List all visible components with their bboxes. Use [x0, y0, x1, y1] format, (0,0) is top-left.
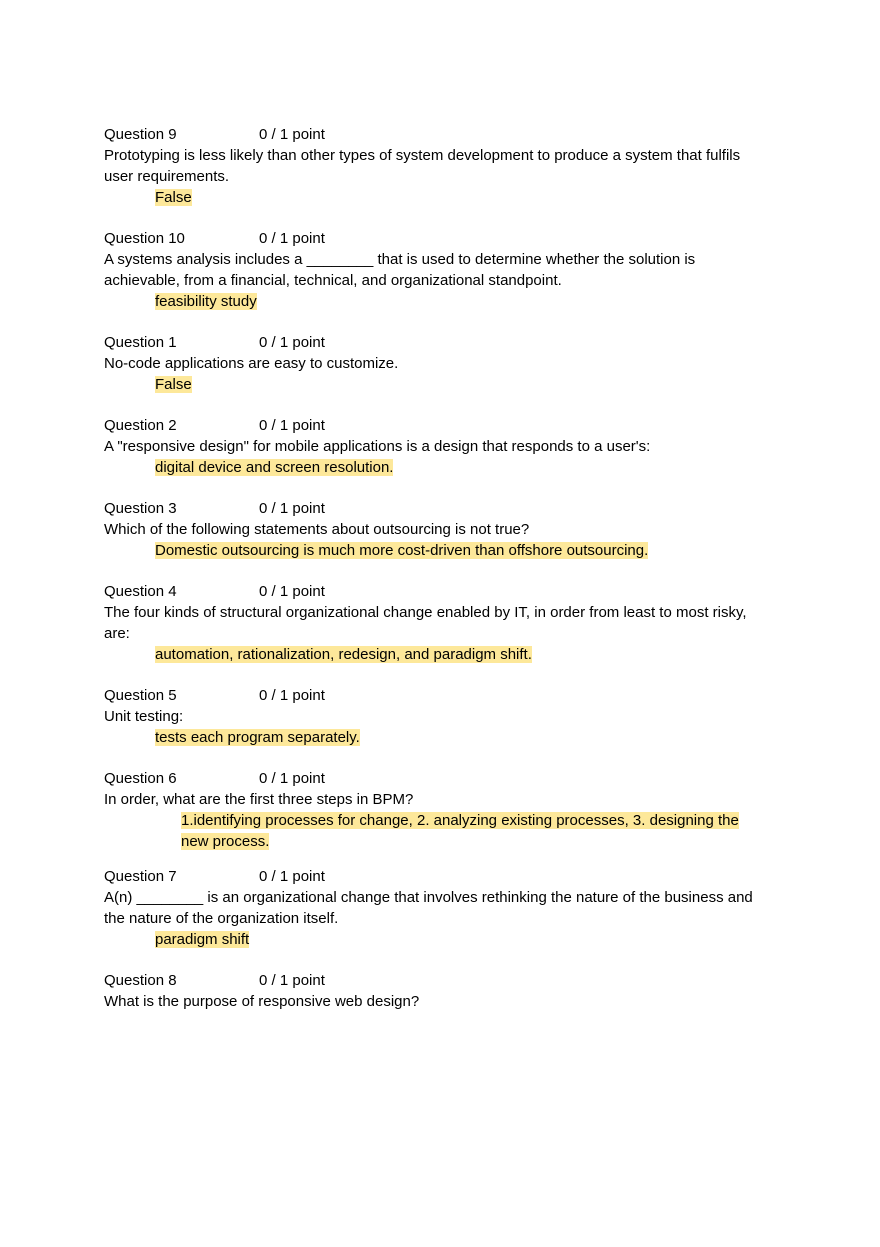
question-text: A(n) ________ is an organizational change that involves rethinking the nature of the business and the nature of the organization itself. — [104, 889, 753, 927]
question-number: Question 1 — [104, 334, 177, 351]
question-header — [104, 332, 770, 353]
question-score: 0 / 1 point — [259, 972, 325, 989]
question-header — [104, 228, 770, 249]
question-number: Question 10 — [104, 230, 185, 247]
question-header — [104, 866, 770, 887]
highlighted-answer: feasibility study — [155, 293, 257, 310]
question-header — [104, 498, 770, 519]
question-number: Question 7 — [104, 868, 177, 885]
question-score: 0 / 1 point — [259, 770, 325, 787]
highlighted-answer: Domestic outsourcing is much more cost-driven than offshore outsourcing. — [155, 542, 649, 559]
highlighted-answer: False — [155, 189, 192, 206]
highlighted-answer: automation, rationalization, redesign, and paradigm shift. — [155, 646, 532, 663]
question-block — [104, 685, 770, 748]
highlighted-answer: False — [155, 376, 192, 393]
question-block — [104, 498, 770, 561]
highlighted-answer: digital device and screen resolution. — [155, 459, 394, 476]
question-text: Unit testing: — [104, 708, 184, 725]
question-text: The four kinds of structural organizational change enabled by IT, in order from least to most risky, are: — [104, 604, 747, 642]
question-header — [104, 685, 770, 706]
highlighted-answer: paradigm shift — [155, 931, 250, 948]
answer-line — [104, 540, 770, 561]
question-score: 0 / 1 point — [259, 334, 325, 351]
answer-line — [104, 929, 770, 950]
question-text: Prototyping is less likely than other types of system development to produce a system that fulfils user requirements. — [104, 147, 741, 185]
question-block — [104, 124, 770, 208]
highlighted-answer: tests each program separately. — [155, 729, 360, 746]
question-text: No-code applications are easy to customize. — [104, 355, 399, 372]
highlighted-answer: 1.identifying processes for change, 2. analyzing existing processes, 3. designing the new process. — [181, 812, 739, 850]
question-score: 0 / 1 point — [259, 417, 325, 434]
question-text: What is the purpose of responsive web design? — [104, 993, 420, 1010]
question-number: Question 5 — [104, 687, 177, 704]
question-number: Question 4 — [104, 583, 177, 600]
question-number: Question 2 — [104, 417, 177, 434]
question-header — [104, 768, 770, 789]
question-score: 0 / 1 point — [259, 687, 325, 704]
question-number: Question 8 — [104, 972, 177, 989]
answer-line — [104, 810, 770, 852]
question-text: In order, what are the first three steps in BPM? — [104, 791, 414, 808]
question-block — [104, 332, 770, 395]
question-text: A systems analysis includes a ________ that is used to determine whether the solution is achievable, from a financial, technical, and organizational standpoint. — [104, 251, 696, 289]
answer-line — [104, 187, 770, 208]
question-score: 0 / 1 point — [259, 583, 325, 600]
question-score: 0 / 1 point — [259, 500, 325, 517]
question-block — [104, 768, 770, 852]
question-block — [104, 866, 770, 950]
question-header — [104, 124, 770, 145]
question-block — [104, 581, 770, 665]
answer-line — [104, 374, 770, 395]
answer-line — [104, 644, 770, 665]
answer-line — [104, 457, 770, 478]
question-header — [104, 415, 770, 436]
question-header — [104, 970, 770, 991]
question-block — [104, 415, 770, 478]
question-score: 0 / 1 point — [259, 126, 325, 143]
question-score: 0 / 1 point — [259, 868, 325, 885]
question-score: 0 / 1 point — [259, 230, 325, 247]
answer-line — [104, 291, 770, 312]
question-text: A "responsive design" for mobile applications is a design that responds to a user's: — [104, 438, 651, 455]
question-header — [104, 581, 770, 602]
question-number: Question 6 — [104, 770, 177, 787]
question-number: Question 9 — [104, 126, 177, 143]
question-block — [104, 228, 770, 312]
question-block — [104, 970, 770, 1012]
quiz-results — [104, 124, 770, 1032]
question-text: Which of the following statements about outsourcing is not true? — [104, 521, 530, 538]
question-number: Question 3 — [104, 500, 177, 517]
answer-line — [104, 727, 770, 748]
